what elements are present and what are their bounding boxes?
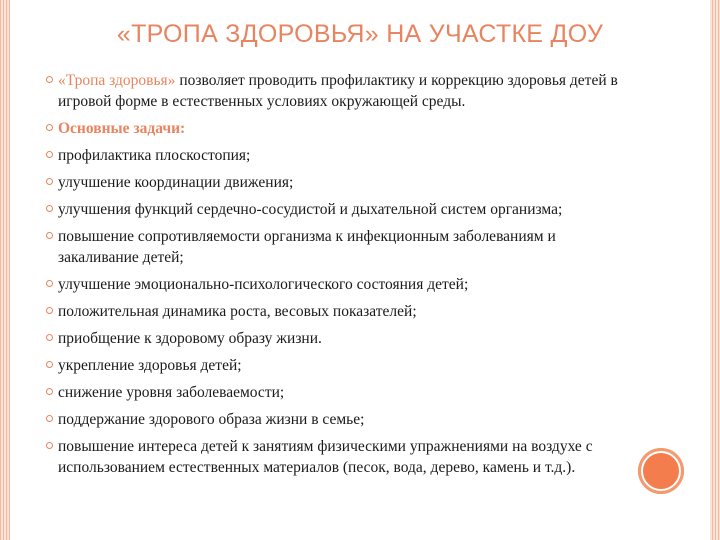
list-item bbox=[46, 328, 626, 349]
intro-text: позволяет проводить профилактику и коррекцию здоровья детей в игровой форме в естественных условиях окружающей среды. bbox=[58, 72, 618, 110]
right-border-decoration bbox=[710, 0, 720, 540]
bullet-icon bbox=[46, 280, 53, 287]
list-item-text: повышение интереса детей к занятиям физическими упражнениями на воздухе с использованием естественных материалов (песок, вода, дерево, камень и т.д.). bbox=[58, 438, 593, 476]
bullet-icon bbox=[46, 178, 53, 185]
list-item bbox=[46, 301, 626, 322]
bullet-icon bbox=[46, 334, 53, 341]
list-item-text: улучшение координации движения; bbox=[58, 174, 294, 191]
bullet-icon bbox=[46, 151, 53, 158]
slide-title: «ТРОПА ЗДОРОВЬЯ» НА УЧАСТКЕ ДОУ bbox=[116, 20, 604, 48]
list-item-text: положительная динамика роста, весовых показателей; bbox=[58, 303, 417, 320]
list-item-text: укрепление здоровья детей; bbox=[58, 357, 242, 374]
slide-content bbox=[46, 70, 626, 484]
list-item bbox=[46, 436, 626, 478]
list-item-text: улучшение эмоционально-психологического состояния детей; bbox=[58, 276, 469, 293]
list-item-text: улучшения функций сердечно-сосудистой и дыхательной систем организма; bbox=[58, 201, 563, 218]
decorative-circle bbox=[638, 448, 684, 494]
list-item bbox=[46, 274, 626, 295]
list-item-text: приобщение к здоровому образу жизни. bbox=[58, 330, 322, 347]
list-item-tasks-label bbox=[46, 118, 626, 139]
list-item-text: повышение сопротивляемости организма к инфекционным заболеваниям и закаливание детей; bbox=[58, 228, 556, 266]
list-item bbox=[46, 145, 626, 166]
list-item bbox=[46, 226, 626, 268]
bullet-icon bbox=[46, 205, 53, 212]
list-item-intro bbox=[46, 70, 626, 112]
list-item bbox=[46, 355, 626, 376]
list-item bbox=[46, 409, 626, 430]
bullet-icon bbox=[46, 307, 53, 314]
bullet-icon bbox=[46, 76, 53, 83]
bullet-icon bbox=[46, 442, 53, 449]
list-item bbox=[46, 172, 626, 193]
bullet-icon bbox=[46, 388, 53, 395]
list-item-text: поддержание здорового образа жизни в семье; bbox=[58, 411, 365, 428]
list-item bbox=[46, 382, 626, 403]
list-item-text: профилактика плоскостопия; bbox=[58, 147, 251, 164]
intro-highlight: «Тропа здоровья» bbox=[58, 72, 176, 89]
bullet-icon bbox=[46, 124, 53, 131]
list-item bbox=[46, 199, 626, 220]
left-border-decoration bbox=[0, 0, 10, 540]
bullet-icon bbox=[46, 361, 53, 368]
bullet-icon bbox=[46, 415, 53, 422]
list-item-text: снижение уровня заболеваемости; bbox=[58, 384, 285, 401]
bullet-icon bbox=[46, 232, 53, 239]
tasks-label: Основные задачи: bbox=[58, 120, 186, 137]
